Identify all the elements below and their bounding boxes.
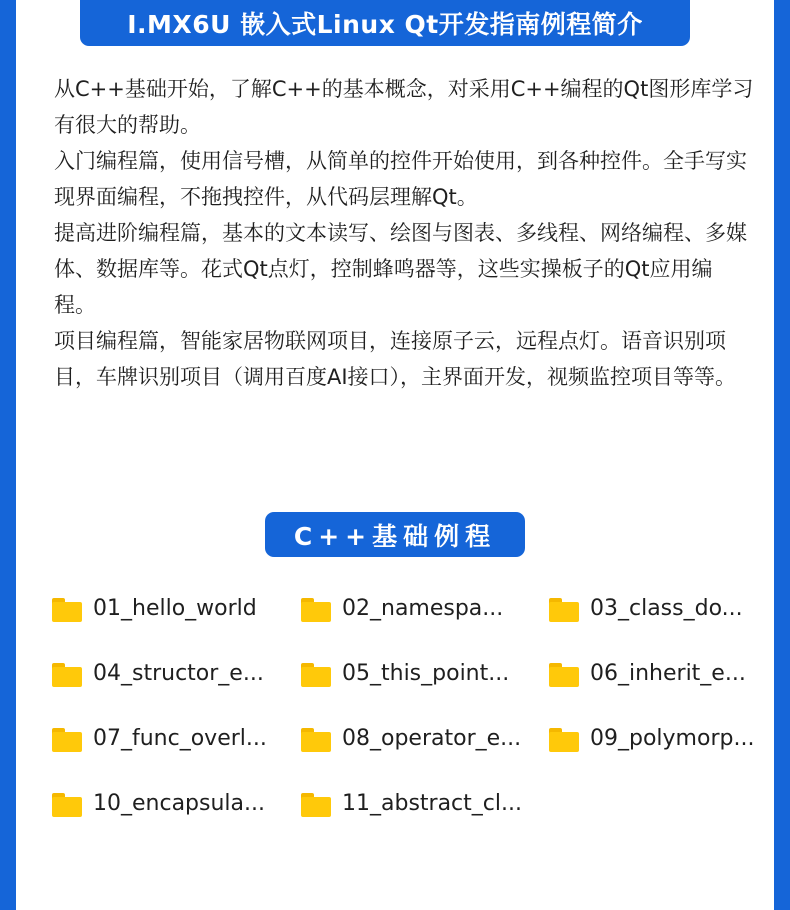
folder-label: 06_inherit_e...	[590, 661, 746, 686]
folder-icon	[549, 663, 579, 687]
intro-paragraph-cpp: 从C++基础开始，了解C++的基本概念，对采用C++编程的Qt图形库学习有很大的帮助。	[54, 77, 754, 137]
folder-label: 10_encapsula...	[93, 791, 265, 816]
intro-paragraph-projects: 项目编程篇，智能家居物联网项目，连接原子云，远程点灯。语音识别项目，车牌识别项目（调用百度AI接口），主界面开发，视频监控项目等等。	[54, 329, 737, 389]
folder-icon	[301, 728, 331, 752]
intro-paragraph-beginner: 入门编程篇，使用信号槽，从简单的控件开始使用，到各种控件。全手写实现界面编程，不拖拽控件，从代码层理解Qt。	[54, 149, 747, 209]
folder-item[interactable]	[549, 718, 782, 783]
folder-item[interactable]	[52, 783, 301, 848]
folder-item[interactable]	[52, 653, 301, 718]
folder-label: 07_func_overl...	[93, 726, 267, 751]
folder-item[interactable]	[549, 653, 782, 718]
folder-icon	[301, 663, 331, 687]
folder-icon	[301, 793, 331, 817]
folder-label: 08_operator_e...	[342, 726, 522, 751]
folder-item[interactable]	[301, 588, 549, 653]
folder-item[interactable]	[301, 718, 549, 783]
folder-label: 04_structor_e...	[93, 661, 264, 686]
folder-item[interactable]	[301, 783, 549, 848]
folder-icon	[301, 598, 331, 622]
folder-item[interactable]	[52, 718, 301, 783]
folder-icon	[549, 728, 579, 752]
folder-grid	[52, 588, 782, 848]
folder-icon	[52, 598, 82, 622]
folder-icon	[549, 598, 579, 622]
folder-label: 09_polymorp...	[590, 726, 755, 751]
folder-item[interactable]	[301, 653, 549, 718]
folder-label: 03_class_do...	[590, 596, 743, 621]
folder-icon	[52, 663, 82, 687]
intro-text	[54, 71, 754, 395]
folder-label: 01_hello_world	[93, 596, 257, 621]
folder-label: 05_this_point...	[342, 661, 510, 686]
section-title: C++基础例程	[265, 512, 525, 557]
folder-label: 02_namespa...	[342, 596, 504, 621]
page-title: I.MX6U 嵌入式Linux Qt开发指南例程简介	[80, 0, 690, 46]
folder-item[interactable]	[52, 588, 301, 653]
intro-paragraph-advanced: 提高进阶编程篇，基本的文本读写、绘图与图表、多线程、网络编程、多媒体、数据库等。花式Qt点灯，控制蜂鸣器等，这些实操板子的Qt应用编程。	[54, 221, 747, 317]
folder-label: 11_abstract_cl...	[342, 791, 522, 816]
folder-item[interactable]	[549, 588, 782, 653]
folder-icon	[52, 793, 82, 817]
folder-icon	[52, 728, 82, 752]
left-border-bar	[0, 0, 16, 910]
